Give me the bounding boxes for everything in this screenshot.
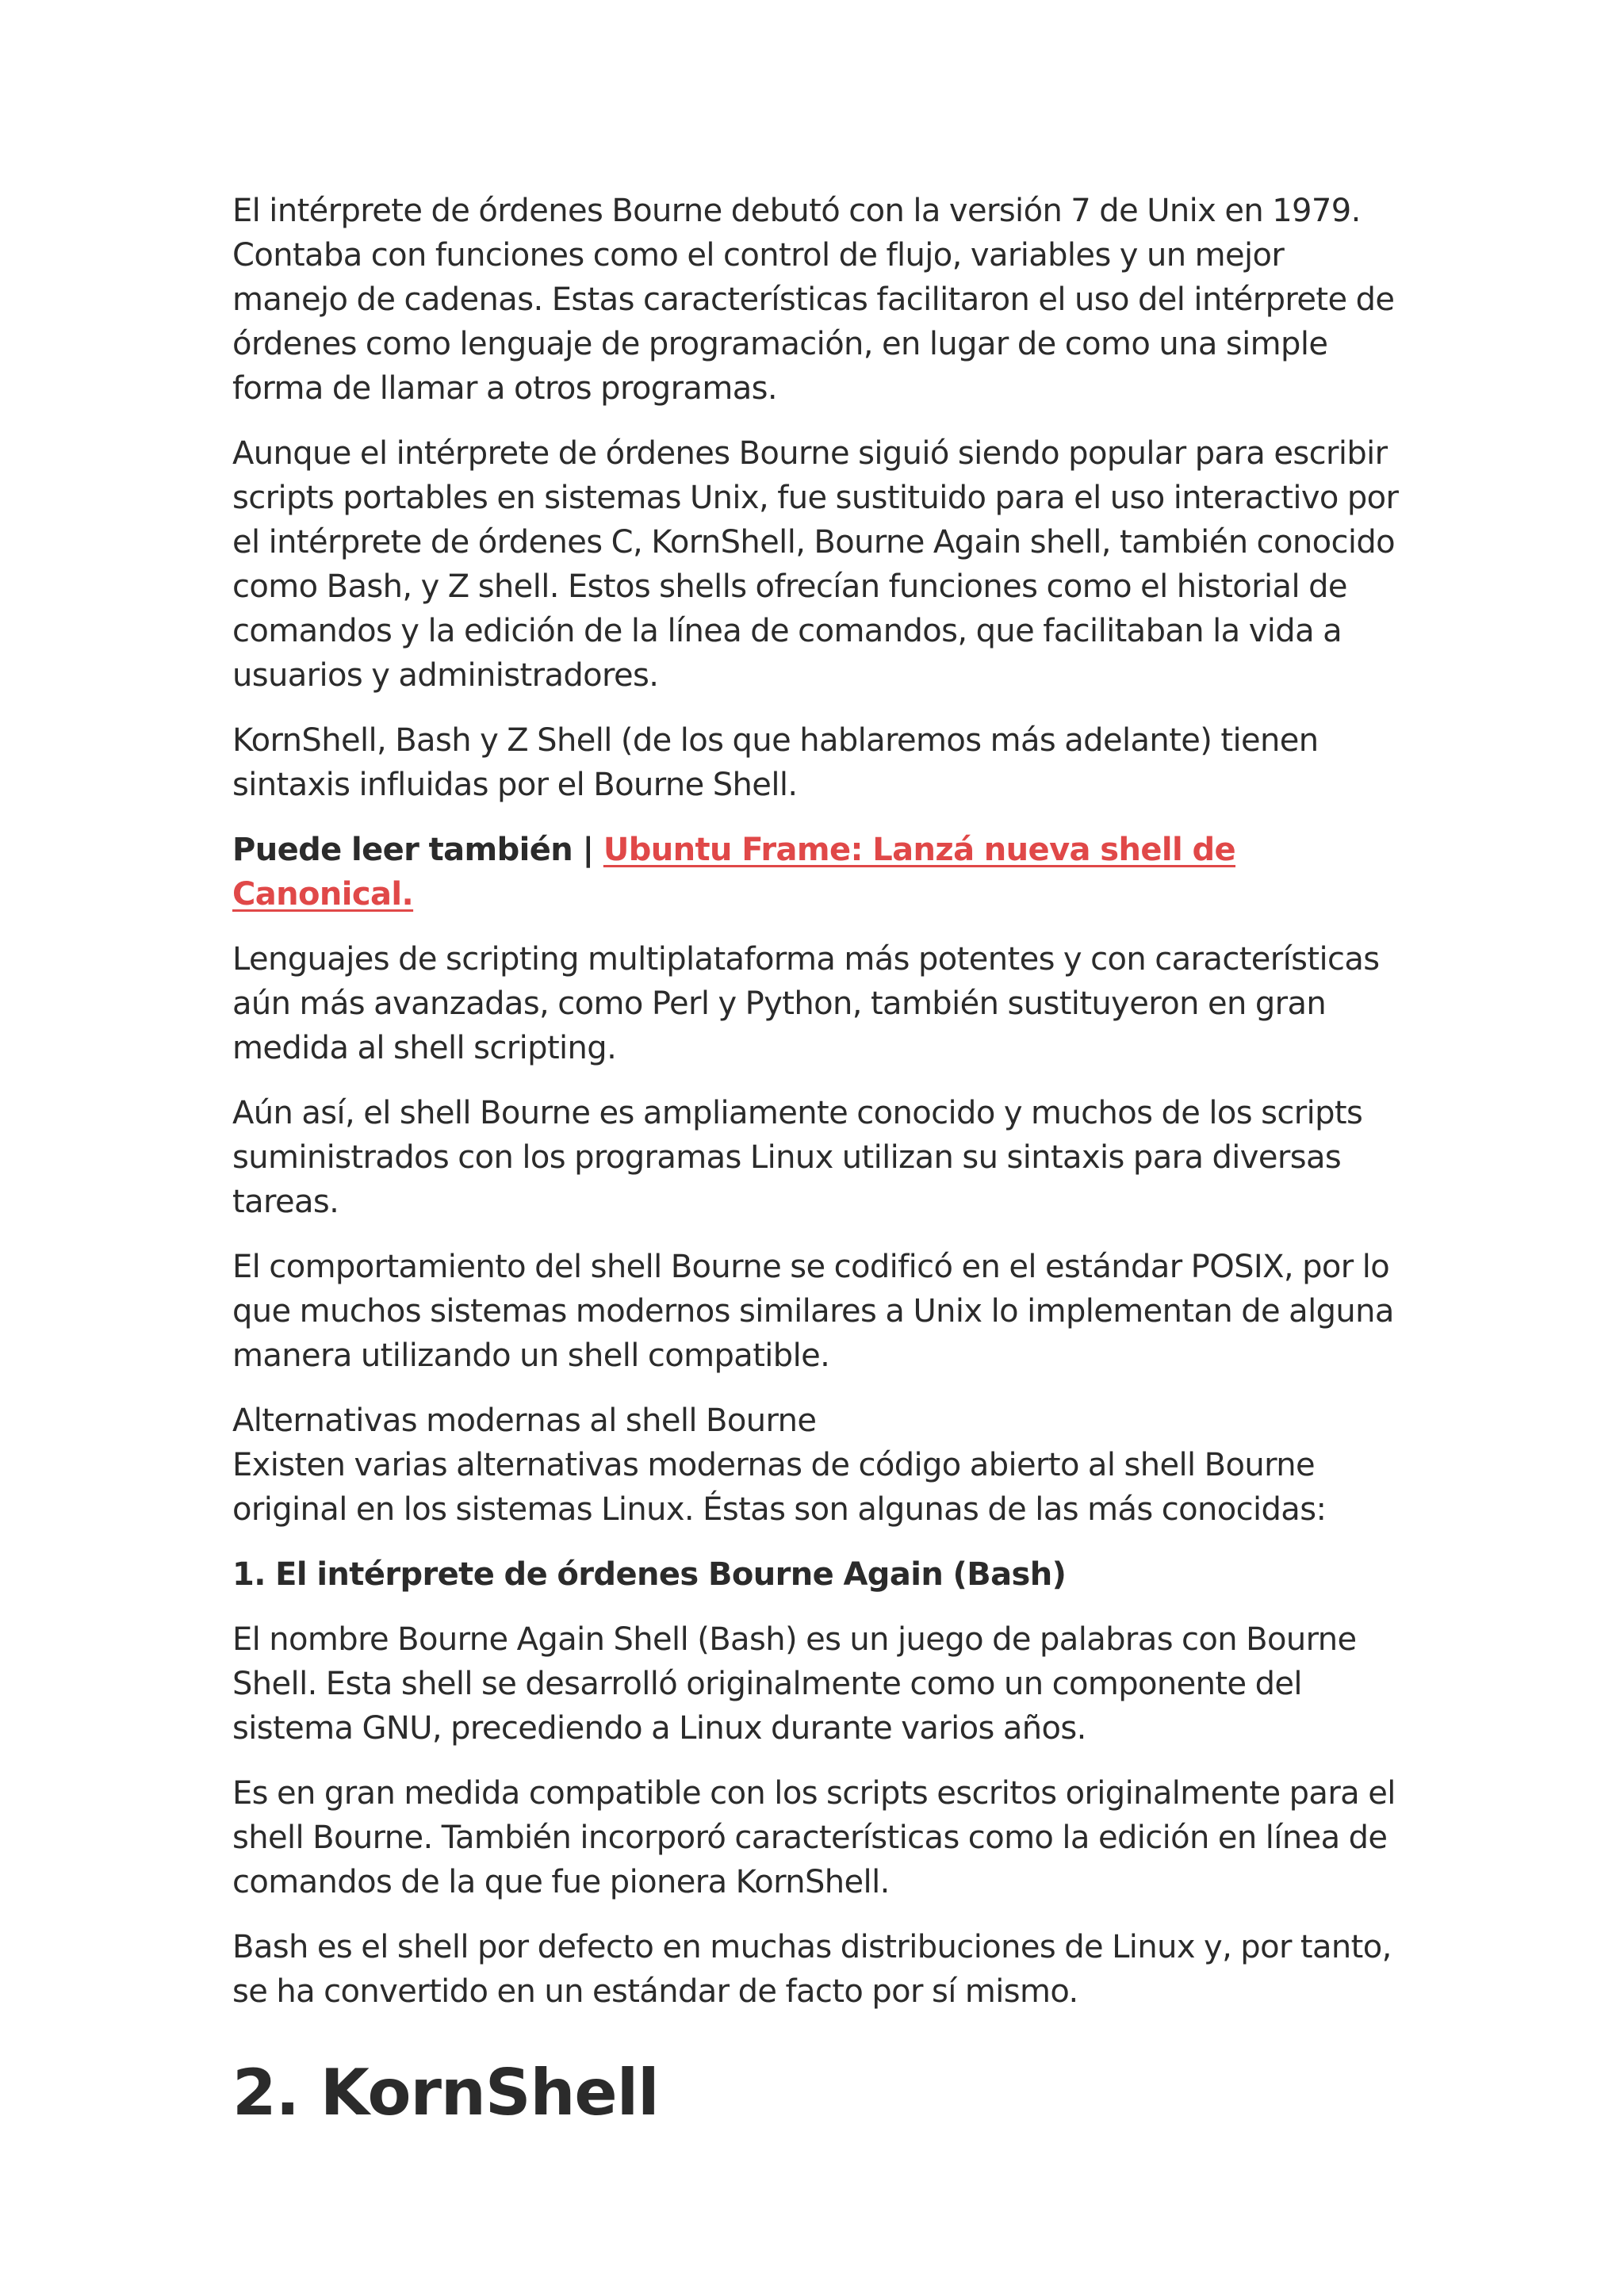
paragraph-bash-name: El nombre Bourne Again Shell (Bash) es un juego de palabras con Bourne Shell. Esta shell se desarrolló originalmente como un componente del sistema GNU, precediendo a Linux durante varios años. bbox=[232, 1621, 1357, 1747]
paragraph-alternatives bbox=[232, 1399, 1406, 1532]
paragraph-bash-default: Bash es el shell por defecto en muchas distribuciones de Linux y, por tanto, se ha convertido en un estándar de facto por sí mismo. bbox=[232, 1929, 1392, 2010]
read-also-label: Puede leer también | bbox=[232, 832, 603, 868]
paragraph-still-known: Aún así, el shell Bourne es ampliamente conocido y muchos de los scripts suministrados con los programas Linux utilizan su sintaxis para diversas tareas. bbox=[232, 1095, 1363, 1220]
paragraph-bash-compat: Es en gran medida compatible con los scripts escritos originalmente para el shell Bourne. También incorporó características como la edición en línea de comandos de la que fue pionera KornShell. bbox=[232, 1775, 1396, 1900]
alternatives-title: Alternativas modernas al shell Bourne bbox=[232, 1402, 817, 1439]
paragraph-bourne-replaced: Aunque el intérprete de órdenes Bourne siguió siendo popular para escribir scripts portables en sistemas Unix, fue sustituido para el uso interactivo por el intérprete de órdenes C, KornShell, Bourne Again shell, también conocido como Bash, y Z shell. Estos shells ofrecían funciones como el historial de comandos y la edición de la línea de comandos, que facilitaban la vida a usuarios y administradores. bbox=[232, 435, 1399, 694]
paragraph-bourne-debut: El intérprete de órdenes Bourne debutó con la versión 7 de Unix en 1979. Contaba con funciones como el control de flujo, variables y un mejor manejo de cadenas. Estas características facilitaron el uso del intérprete de órdenes como lenguaje de programación, en lugar de como una simple forma de llamar a otros programas. bbox=[232, 193, 1395, 407]
heading-kornshell: 2. KornShell bbox=[232, 2056, 659, 2130]
subheading-bash: 1. El intérprete de órdenes Bourne Again (Bash) bbox=[232, 1556, 1067, 1593]
paragraph-posix: El comportamiento del shell Bourne se codificó en el estándar POSIX, por lo que muchos sistemas modernos similares a Unix lo implementan de alguna manera utilizando un shell compatible. bbox=[232, 1249, 1394, 1374]
paragraph-syntax-influence: KornShell, Bash y Z Shell (de los que hablaremos más adelante) tienen sintaxis influidas por el Bourne Shell. bbox=[232, 722, 1319, 803]
read-also-link[interactable]: Ubuntu Frame: Lanzá nueva shell de Canonical. bbox=[232, 832, 1236, 913]
alternatives-intro: Existen varias alternativas modernas de código abierto al shell Bourne original en los sistemas Linux. Éstas son algunas de las más conocidas: bbox=[232, 1447, 1327, 1528]
article-body bbox=[232, 189, 1406, 2131]
paragraph-scripting-languages: Lenguajes de scripting multiplataforma más potentes y con características aún más avanzadas, como Perl y Python, también sustituyeron en gran medida al shell scripting. bbox=[232, 941, 1380, 1066]
read-also-line bbox=[232, 828, 1406, 916]
